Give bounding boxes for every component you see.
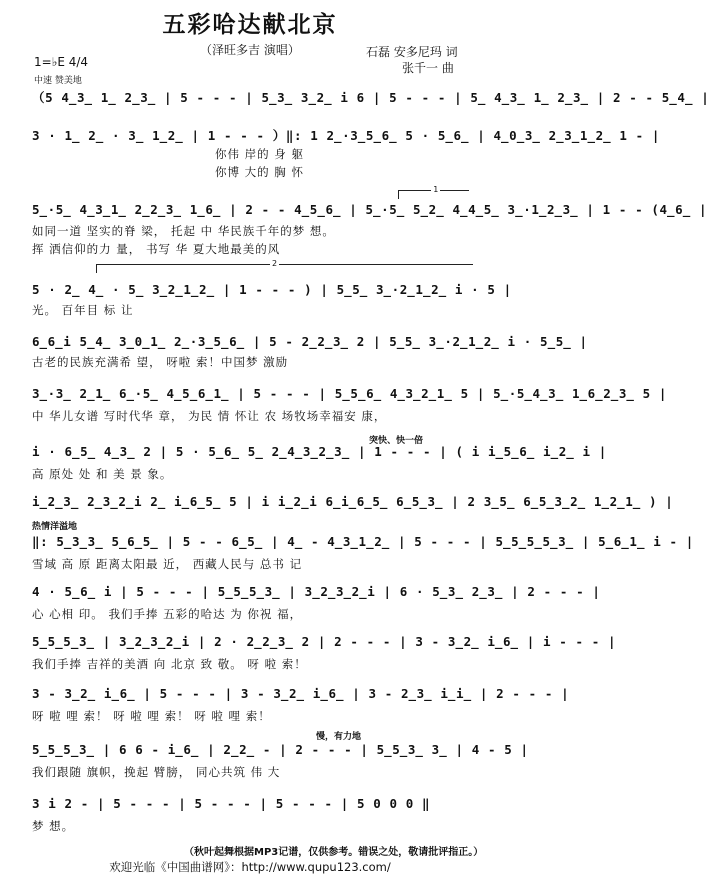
notation-line-7: i · 6̲5̲ 4̲3̲ 2 | 5 · 5̲6̲ 5̲ 2̲4̲3̲2̲3̲ | 1 - - - | ( i i̲5̲6̲ i̲2̲ i | — [32, 444, 607, 459]
lyric-line-7: 高 原处 处 和 美 景 象。 — [32, 467, 173, 481]
lyric-line-4: 光。 百年目 标 让 — [32, 303, 134, 317]
notation-line-9: ‖: 5̲3̲3̲ 5̲6̲5̲ | 5 - - 6̲5̲ | 4̲ - 4̲3̲1̲2̲ | 5 - - - | 5̲5̲5̲5̲3̲ | 5̲6̲1̲ i - | — [32, 534, 694, 549]
lyric-line-9: 雪域 高 原 距离太阳最 近， 西藏人民与 总书 记 — [32, 557, 303, 571]
notation-line-8: i̲2̲3̲ 2̲3̲2̲i 2̲ i̲6̲5̲ 5 | i i̲2̲i 6̲i̲6̲5̲ 6̲5̲3̲ | 2 3̲5̲ 6̲5̲3̲2̲ 1̲2̲1̲ ) | — [32, 494, 674, 509]
lyric-line-10: 心 心相 印。 我们手捧 五彩的哈达 为 你祝 福， — [32, 607, 303, 621]
lyric-line-3b: 挥 洒信仰的力 量， 书写 华 夏大地最美的风 — [32, 242, 281, 256]
notation-line-13: 5̲5̲5̲3̲ | 6 6 - i̲6̲ | 2̲2̲ - | 2 - - - | 5̲5̲3̲ 3̲ | 4 - 5 | — [32, 742, 529, 757]
notation-line-14: 3 i 2 - | 5 - - - | 5 - - - | 5 - - - | 5 0 0 0 ‖ — [32, 796, 431, 811]
notation-line-12: 3 - 3̲2̲ i̲6̲ | 5 - - - | 3 - 3̲2̲ i̲6̲ | 3 - 2̲3̲ i̲i̲ | 2 - - - | — [32, 686, 570, 701]
lyric-line-2b: 你博 大的 胸 怀 — [215, 165, 304, 179]
notation-line-2: 3 · 1̲ 2̲ · 3̲ 1̲2̲ | 1 - - - ）‖: 1 2̲·3̲5̲6̲ 5 · 5̲6̲ | 4̲0̲3̲ 2̲3̲1̲2̲ 1 - | — [32, 128, 660, 143]
song-title: 五彩哈达献北京 — [162, 12, 338, 38]
volta-bracket-2: 2 — [96, 264, 473, 273]
lyric-line-6: 中 华儿女谱 写时代华 章， 为民 情 怀让 农 场牧场幸福安 康， — [32, 409, 387, 423]
volta-bracket-1: 1 — [398, 190, 469, 199]
mark-powerful: 慢，有力地 — [316, 732, 362, 742]
key-signature: 1=♭E 4/4 — [34, 55, 89, 69]
notation-line-6: 3̲·3̲ 2̲1̲ 6̲·5̲ 4̲5̲6̲1̲ | 5 - - - | 5̲5̲6̲ 4̲3̲2̲1̲ 5 | 5̲·5̲4̲3̲ 1̲6̲2̲3̲ 5 | — [32, 386, 668, 401]
notation-line-5: 6̲6̲i 5̲4̲ 3̲0̲1̲ 2̲·3̲5̲6̲ | 5 - 2̲2̲3̲ 2 | 5̲5̲ 3̲·2̲1̲2̲ i · 5̲5̲ | — [32, 334, 588, 349]
lyricist-credit: 石磊 安多尼玛 词 — [366, 45, 458, 59]
site-footer: 欢迎光临《中国曲谱网》：http://www.qupu123.com/ — [109, 860, 391, 874]
lyric-line-2a: 你伟 岸的 身 躯 — [215, 147, 304, 161]
notation-line-10: 4 · 5̲6̲ i | 5 - - - | 5̲5̲5̲3̲ | 3̲2̲3̲2̲i | 6 · 5̲3̲ 2̲3̲ | 2 - - - | — [32, 584, 601, 599]
tempo-marking: 中速 赞美地 — [34, 76, 82, 86]
singer-credit: （泽旺多吉 演唱） — [200, 43, 300, 57]
notation-line-1: （5 4̲3̲ 1̲ 2̲3̲ | 5 - - - | 5̲3̲ 3̲2̲ i 6 | 5 - - - | 5̲ 4̲3̲ 1̲ 2̲3̲ | 2 - - 5̲4̲ | — [32, 90, 709, 105]
notation-line-11: 5̲5̲5̲3̲ | 3̲2̲3̲2̲i | 2 · 2̲2̲3̲ 2 | 2 - - - | 3 - 3̲2̲ i̲6̲ | i - - - | — [32, 634, 617, 649]
mark-faster: 突快、快一倍 — [369, 436, 424, 446]
lyric-line-5: 古老的民族充满希 望， 呀啦 索！中国梦 激励 — [32, 355, 289, 369]
composer-credit: 张千一 曲 — [402, 61, 454, 75]
lyric-line-3a: 如同一道 坚实的脊 梁， 托起 中 华民族千年的梦 想。 — [32, 224, 335, 238]
mark-passionate: 热情洋溢地 — [32, 522, 78, 532]
lyric-line-11: 我们手捧 吉祥的美酒 向 北京 致 敬。 呀 啦 索！ — [32, 657, 307, 671]
lyric-line-12: 呀 啦 哩 索！ 呀 啦 哩 索！ 呀 啦 哩 索！ — [32, 709, 271, 723]
transcription-notice: （秋叶起舞根据MP3记谱，仅供参考。错误之处，敬请批评指正。） — [184, 847, 484, 858]
lyric-line-13: 我们跟随 旗帜，挽起 臂膀， 同心共筑 伟 大 — [32, 765, 281, 779]
notation-line-3: 5̲·5̲ 4̲3̲1̲ 2̲2̲3̲ 1̲6̲ | 2 - - 4̲5̲6̲ | 5̲·5̲ 5̲2̲ 4̲4̲5̲ 3̲·1̲2̲3̲ | 1 - - (4̲6̲ | — [32, 202, 708, 217]
lyric-line-14: 梦 想。 — [32, 819, 75, 833]
notation-line-4: 5 · 2̲ 4̲ · 5̲ 3̲2̲1̲2̲ | 1 - - - ) | 5̲5̲ 3̲·2̲1̲2̲ i · 5 | — [32, 282, 512, 297]
